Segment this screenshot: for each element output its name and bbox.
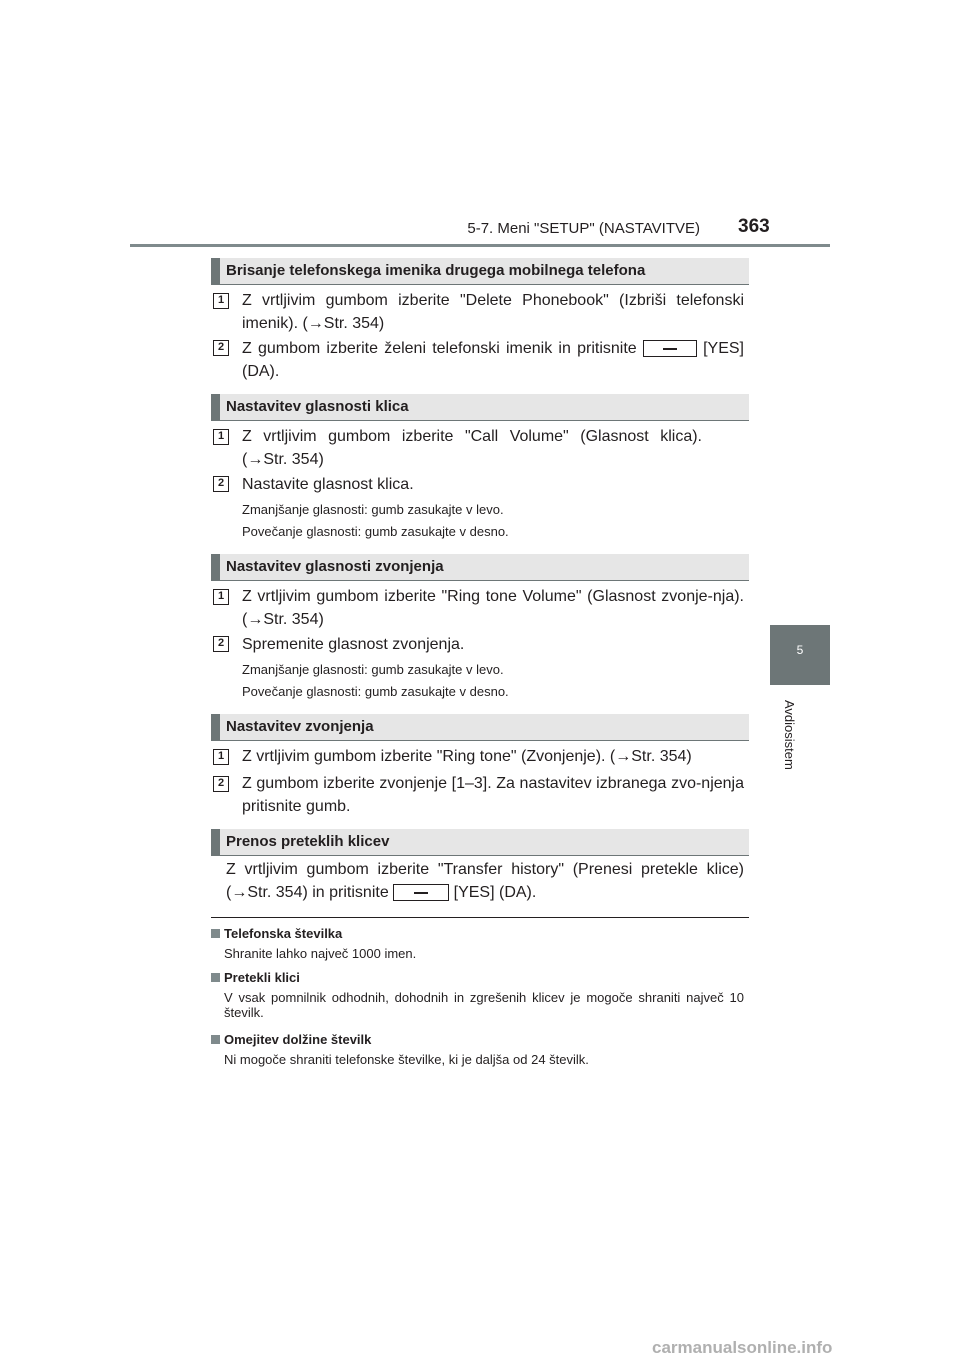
note-line: Povečanje glasnosti: gumb zasukajte v desno. (242, 684, 509, 699)
section-rule (211, 420, 749, 421)
step-number: 2 (213, 776, 229, 792)
step-text: Z vrtljivim gumbom izberite "Ring tone" (Zvonjenje). (→Str. 354) (242, 748, 692, 765)
section-heading: Nastavitev glasnosti klica (211, 394, 749, 420)
step-text-a: Z gumbom izberite želeni telefonski imenik in pritisnite (242, 340, 637, 357)
step-text-b: [YES] (DA). (242, 340, 744, 380)
chapter-tab (770, 625, 830, 685)
bullet-square-icon (211, 1035, 220, 1044)
note-line: Zmanjšanje glasnosti: gumb zasukajte v levo. (242, 502, 504, 517)
note-line: Povečanje glasnosti: gumb zasukajte v desno. (242, 524, 509, 539)
section-heading: Nastavitev glasnosti zvonjenja (211, 554, 749, 580)
step-text-a: Z vrtljivim gumbom izberite "Transfer history" (Prenesi pretekle klice) (→Str. 354) in pritisnite (226, 861, 744, 901)
chapter-label: Avdiosistem (782, 700, 797, 770)
step-text: Z vrtljivim gumbom izberite "Delete Phonebook" (Izbriši telefonski imenik). (→Str. 354) (242, 292, 744, 332)
bullet-square-icon (211, 973, 220, 982)
header-rule (130, 244, 830, 247)
info-text: V vsak pomnilnik odhodnih, dohodnih in zgrešenih klicev je mogoče shraniti največ 10 številk. (224, 990, 744, 1020)
running-header-section: 5-7. Meni "SETUP" (NASTAVITVE) (467, 220, 700, 237)
step-number: 1 (213, 749, 229, 765)
info-text: Ni mogoče shraniti telefonske številke, ki je daljša od 24 številk. (224, 1052, 589, 1067)
section-heading: Nastavitev zvonjenja (211, 714, 749, 740)
chapter-tab-number: 5 (796, 643, 804, 657)
info-title: Pretekli klici (211, 970, 300, 985)
section-heading: Prenos preteklih klicev (211, 829, 749, 855)
step-text: Z vrtljivim gumbom izberite "Call Volume" (Glasnost klica). (→Str. 354) (242, 428, 702, 468)
menu-button-icon (393, 884, 449, 901)
step-number: 2 (213, 340, 229, 356)
step-text: Spremenite glasnost zvonjenja. (242, 636, 465, 653)
step-text: Z vrtljivim gumbom izberite "Ring tone Volume" (Glasnost zvonje-nja). (→Str. 354) (242, 588, 744, 628)
info-rule (211, 917, 749, 918)
info-title: Telefonska številka (211, 926, 342, 941)
bullet-square-icon (211, 929, 220, 938)
info-title: Omejitev dolžine številk (211, 1032, 371, 1047)
info-text: Shranite lahko največ 1000 imen. (224, 946, 417, 961)
page-number: 363 (738, 216, 770, 237)
note-line: Zmanjšanje glasnosti: gumb zasukajte v levo. (242, 662, 504, 677)
step-text: Nastavite glasnost klica. (242, 476, 414, 493)
step-text: Z gumbom izberite zvonjenje [1–3]. Za nastavitev izbranega zvo-njenja pritisnite gumb. (242, 775, 744, 815)
step-number: 2 (213, 476, 229, 492)
section-rule (211, 580, 749, 581)
section-rule (211, 284, 749, 285)
watermark: carmanualsonline.info (652, 1338, 833, 1357)
step-text (242, 337, 744, 383)
section-rule (211, 855, 749, 856)
section-heading: Brisanje telefonskega imenika drugega mobilnega telefona (211, 258, 749, 284)
step-number: 1 (213, 429, 229, 445)
step-text (226, 858, 744, 904)
step-number: 1 (213, 293, 229, 309)
step-number: 2 (213, 636, 229, 652)
section-rule (211, 740, 749, 741)
step-number: 1 (213, 589, 229, 605)
menu-button-icon (643, 340, 697, 357)
step-text-b: [YES] (DA). (453, 884, 537, 901)
